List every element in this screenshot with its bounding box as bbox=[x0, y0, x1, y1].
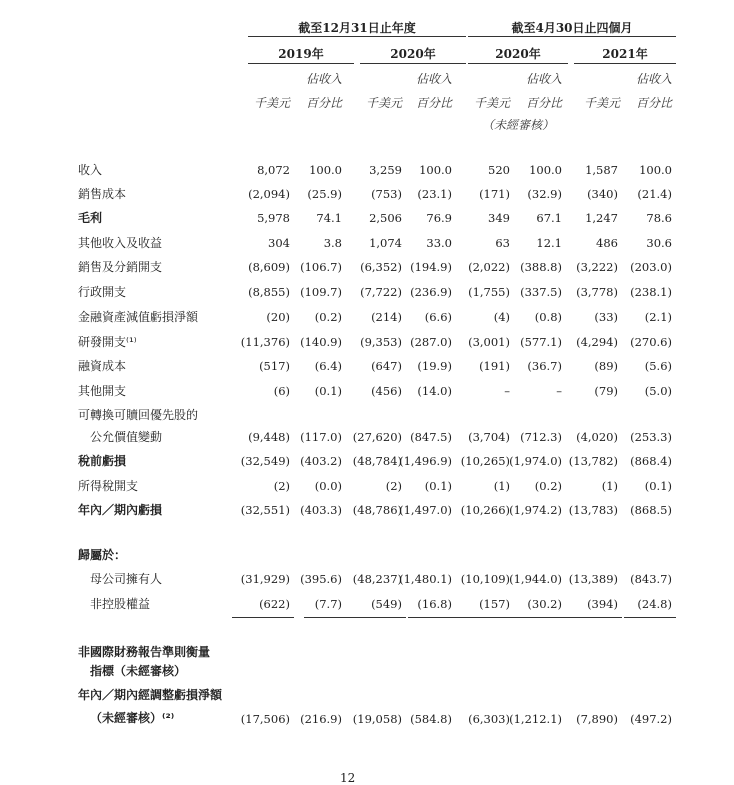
row-value: (13,782) bbox=[568, 454, 618, 468]
row-value: (5.6) bbox=[644, 359, 672, 373]
non-ifrs-value: (584.8) bbox=[410, 712, 452, 726]
row-value: 1,074 bbox=[369, 236, 402, 250]
row-value: (9,448) bbox=[248, 430, 290, 444]
non-ifrs-value: (19,058) bbox=[352, 712, 402, 726]
page-number: 12 bbox=[340, 771, 356, 785]
row-value: (109.7) bbox=[300, 285, 342, 299]
non-ifrs-title-line2: 指標（未經審核） bbox=[90, 664, 187, 678]
row-value: – bbox=[556, 384, 562, 398]
row-value: (2,094) bbox=[248, 187, 290, 201]
attributable-row-value: (7.7) bbox=[314, 597, 342, 611]
row-value: 3.8 bbox=[323, 236, 342, 250]
row-value: (5.0) bbox=[644, 384, 672, 398]
row-value: (868.4) bbox=[630, 454, 672, 468]
total-underline bbox=[232, 617, 294, 618]
row-label: 其他收入及收益 bbox=[78, 236, 163, 250]
row-value: (0.8) bbox=[534, 310, 562, 324]
row-value: (403.2) bbox=[300, 454, 342, 468]
row-value: (191) bbox=[479, 359, 510, 373]
unit-pct-2021-4m-l1: 佔收入 bbox=[635, 72, 672, 86]
row-value: (214) bbox=[371, 310, 402, 324]
row-value: (0.2) bbox=[534, 479, 562, 493]
row-value: (11,376) bbox=[240, 335, 290, 349]
row-value: (8,855) bbox=[248, 285, 290, 299]
row-value: (32,551) bbox=[240, 503, 290, 517]
row-value: (287.0) bbox=[410, 335, 452, 349]
row-value: (388.8) bbox=[520, 260, 562, 274]
unit-pct-2020-4m-l1: 佔收入 bbox=[525, 72, 562, 86]
row-value: (270.6) bbox=[630, 335, 672, 349]
row-value: (6.4) bbox=[314, 359, 342, 373]
year-header-2020: 2020年 bbox=[390, 47, 436, 61]
year-rule-2021-4m bbox=[574, 63, 676, 64]
row-value: (0.0) bbox=[314, 479, 342, 493]
row-value: 2,506 bbox=[369, 211, 402, 225]
year-rule-2020-4m bbox=[468, 63, 568, 64]
row-value: 3,259 bbox=[369, 163, 402, 177]
row-value: (0.1) bbox=[314, 384, 342, 398]
row-value: (337.5) bbox=[520, 285, 562, 299]
unit-pct-2019-l2: 百分比 bbox=[305, 96, 342, 110]
row-value: 100.0 bbox=[309, 163, 342, 177]
unit-usd-2021-4m: 千美元 bbox=[583, 96, 620, 110]
group-rule-4m bbox=[468, 36, 676, 37]
attributable-row-value: (30.2) bbox=[527, 597, 562, 611]
row-label: 銷售及分銷開支 bbox=[78, 260, 163, 274]
year-rule-2020 bbox=[360, 63, 466, 64]
row-label: 毛利 bbox=[78, 211, 103, 225]
row-value: (4,294) bbox=[576, 335, 618, 349]
attributable-row-value: (1,944.0) bbox=[509, 572, 562, 586]
row-value: (6) bbox=[273, 384, 290, 398]
unit-usd-2020: 千美元 bbox=[365, 96, 402, 110]
row-value: (0.1) bbox=[644, 479, 672, 493]
row-value: 486 bbox=[596, 236, 618, 250]
group-header-four-months: 截至4月30日止四個月 bbox=[511, 21, 633, 35]
attributable-row-value: (549) bbox=[371, 597, 402, 611]
row-label: 行政開支 bbox=[78, 285, 127, 299]
row-value: – bbox=[504, 384, 510, 398]
unit-unaudited: （未經審核） bbox=[481, 118, 554, 132]
row-value: (21.4) bbox=[637, 187, 672, 201]
row-label: 融資成本 bbox=[78, 359, 127, 373]
row-value: 67.1 bbox=[536, 211, 562, 225]
row-value: (847.5) bbox=[410, 430, 452, 444]
non-ifrs-value: (1,212.1) bbox=[509, 712, 562, 726]
year-header-2019: 2019年 bbox=[278, 47, 324, 61]
year-header-2021-4m: 2021年 bbox=[602, 47, 648, 61]
row-label: 所得稅開支 bbox=[78, 479, 139, 493]
attributable-row-label: 母公司擁有人 bbox=[90, 572, 163, 586]
unit-usd-2020-4m: 千美元 bbox=[473, 96, 510, 110]
row-value: (753) bbox=[371, 187, 402, 201]
row-value: (6.6) bbox=[424, 310, 452, 324]
unit-usd-2019: 千美元 bbox=[253, 96, 290, 110]
row-value: 100.0 bbox=[529, 163, 562, 177]
row-value: (13,783) bbox=[568, 503, 618, 517]
row-value: 1,247 bbox=[585, 211, 618, 225]
row-value: (0.1) bbox=[424, 479, 452, 493]
row-value: 33.0 bbox=[426, 236, 452, 250]
unit-pct-2020-l2: 百分比 bbox=[415, 96, 452, 110]
row-value: (9,353) bbox=[360, 335, 402, 349]
total-underline bbox=[408, 617, 456, 618]
attributable-row-label: 非控股權益 bbox=[90, 597, 151, 611]
total-underline bbox=[514, 617, 566, 618]
non-ifrs-value: (216.9) bbox=[300, 712, 342, 726]
row-value: (10,266) bbox=[460, 503, 510, 517]
row-label: 稅前虧損 bbox=[78, 454, 127, 468]
total-underline bbox=[304, 617, 346, 618]
row-value: (27,620) bbox=[352, 430, 402, 444]
row-value: (1,974.2) bbox=[509, 503, 562, 517]
row-label: 銷售成本 bbox=[78, 187, 127, 201]
row-label: 金融資產減值虧損淨額 bbox=[78, 310, 199, 324]
attributable-row-value: (13,389) bbox=[568, 572, 618, 586]
row-label: 其他開支 bbox=[78, 384, 127, 398]
row-value: (456) bbox=[371, 384, 402, 398]
year-rule-2019 bbox=[248, 63, 354, 64]
row-value: (1,497.0) bbox=[399, 503, 452, 517]
total-underline bbox=[566, 617, 622, 618]
non-ifrs-value: (497.2) bbox=[630, 712, 672, 726]
row-value: 520 bbox=[488, 163, 510, 177]
attributable-row-value: (1,480.1) bbox=[399, 572, 452, 586]
attributable-row-value: (48,237) bbox=[352, 572, 402, 586]
row-value: (3,704) bbox=[468, 430, 510, 444]
row-value: (106.7) bbox=[300, 260, 342, 274]
row-value: 100.0 bbox=[639, 163, 672, 177]
row-value: 12.1 bbox=[536, 236, 562, 250]
row-value: (203.0) bbox=[630, 260, 672, 274]
row-value: 74.1 bbox=[316, 211, 342, 225]
row-value: (117.0) bbox=[300, 430, 342, 444]
non-ifrs-value: (6,303) bbox=[468, 712, 510, 726]
attributable-title: 歸屬於： bbox=[78, 548, 127, 562]
row-value: (236.9) bbox=[410, 285, 452, 299]
year-header-2020-4m: 2020年 bbox=[495, 47, 541, 61]
row-value: (1,496.9) bbox=[399, 454, 452, 468]
non-ifrs-title-line1: 非國際財務報告準則衡量 bbox=[78, 645, 211, 659]
row-value: 304 bbox=[268, 236, 290, 250]
non-ifrs-title-line4: （未經審核）⁽²⁾ bbox=[90, 711, 175, 725]
row-value: (36.7) bbox=[527, 359, 562, 373]
row-label-line2: 公允價值變動 bbox=[90, 430, 163, 444]
row-value: (1) bbox=[493, 479, 510, 493]
row-value: 63 bbox=[495, 236, 510, 250]
row-label: 可轉換可贖回優先股的 bbox=[78, 408, 199, 422]
row-value: (19.9) bbox=[417, 359, 452, 373]
row-value: (32.9) bbox=[527, 187, 562, 201]
total-underline bbox=[456, 617, 514, 618]
row-value: 349 bbox=[488, 211, 510, 225]
row-value: (171) bbox=[479, 187, 510, 201]
unit-pct-2020-l1: 佔收入 bbox=[415, 72, 452, 86]
attributable-row-value: (395.6) bbox=[300, 572, 342, 586]
row-value: (577.1) bbox=[520, 335, 562, 349]
row-value: (89) bbox=[594, 359, 618, 373]
row-value: (2) bbox=[273, 479, 290, 493]
row-value: (10,265) bbox=[460, 454, 510, 468]
row-value: (14.0) bbox=[417, 384, 452, 398]
row-label: 年內／期內虧損 bbox=[78, 503, 163, 517]
row-value: (8,609) bbox=[248, 260, 290, 274]
row-label: 收入 bbox=[78, 163, 103, 177]
row-value: (7,722) bbox=[360, 285, 402, 299]
row-value: (194.9) bbox=[410, 260, 452, 274]
non-ifrs-value: (17,506) bbox=[240, 712, 290, 726]
row-value: 1,587 bbox=[585, 163, 618, 177]
attributable-row-value: (622) bbox=[259, 597, 290, 611]
row-value: (0.2) bbox=[314, 310, 342, 324]
unit-pct-2019-l1: 佔收入 bbox=[305, 72, 342, 86]
row-value: (6,352) bbox=[360, 260, 402, 274]
row-value: (25.9) bbox=[307, 187, 342, 201]
non-ifrs-title-line3: 年內／期內經調整虧損淨額 bbox=[78, 688, 223, 702]
row-value: (3,778) bbox=[576, 285, 618, 299]
attributable-row-value: (843.7) bbox=[630, 572, 672, 586]
row-value: (4) bbox=[493, 310, 510, 324]
row-value: (1,974.0) bbox=[509, 454, 562, 468]
group-header-year-ended: 截至12月31日止年度 bbox=[298, 21, 416, 35]
row-value: (23.1) bbox=[417, 187, 452, 201]
row-value: (48,784) bbox=[352, 454, 402, 468]
row-value: (32,549) bbox=[240, 454, 290, 468]
row-value: (712.3) bbox=[520, 430, 562, 444]
row-value: (2.1) bbox=[644, 310, 672, 324]
row-value: (2) bbox=[385, 479, 402, 493]
unit-pct-2020-4m-l2: 百分比 bbox=[525, 96, 562, 110]
row-value: 76.9 bbox=[426, 211, 452, 225]
row-value: (4,020) bbox=[576, 430, 618, 444]
row-value: (3,222) bbox=[576, 260, 618, 274]
row-value: (20) bbox=[266, 310, 290, 324]
row-value: (517) bbox=[259, 359, 290, 373]
unit-pct-2021-4m-l2: 百分比 bbox=[635, 96, 672, 110]
attributable-row-value: (394) bbox=[587, 597, 618, 611]
row-value: (2,022) bbox=[468, 260, 510, 274]
row-value: (48,786) bbox=[352, 503, 402, 517]
attributable-row-value: (10,109) bbox=[460, 572, 510, 586]
row-value: (403.3) bbox=[300, 503, 342, 517]
group-rule-year bbox=[248, 36, 466, 37]
row-value: 30.6 bbox=[646, 236, 672, 250]
total-underline bbox=[624, 617, 676, 618]
attributable-row-value: (157) bbox=[479, 597, 510, 611]
row-value: 8,072 bbox=[257, 163, 290, 177]
row-value: (868.5) bbox=[630, 503, 672, 517]
row-value: (238.1) bbox=[630, 285, 672, 299]
row-value: (33) bbox=[594, 310, 618, 324]
row-label: 研發開支⁽¹⁾ bbox=[78, 335, 137, 349]
total-underline bbox=[344, 617, 406, 618]
attributable-row-value: (24.8) bbox=[637, 597, 672, 611]
row-value: (79) bbox=[594, 384, 618, 398]
row-value: 78.6 bbox=[646, 211, 672, 225]
row-value: (647) bbox=[371, 359, 402, 373]
row-value: (3,001) bbox=[468, 335, 510, 349]
row-value: (1) bbox=[601, 479, 618, 493]
row-value: (140.9) bbox=[300, 335, 342, 349]
attributable-row-value: (16.8) bbox=[417, 597, 452, 611]
row-value: (253.3) bbox=[630, 430, 672, 444]
row-value: 100.0 bbox=[419, 163, 452, 177]
non-ifrs-value: (7,890) bbox=[576, 712, 618, 726]
attributable-row-value: (31,929) bbox=[240, 572, 290, 586]
row-value: (340) bbox=[587, 187, 618, 201]
row-value: 5,978 bbox=[257, 211, 290, 225]
row-value: (1,755) bbox=[468, 285, 510, 299]
